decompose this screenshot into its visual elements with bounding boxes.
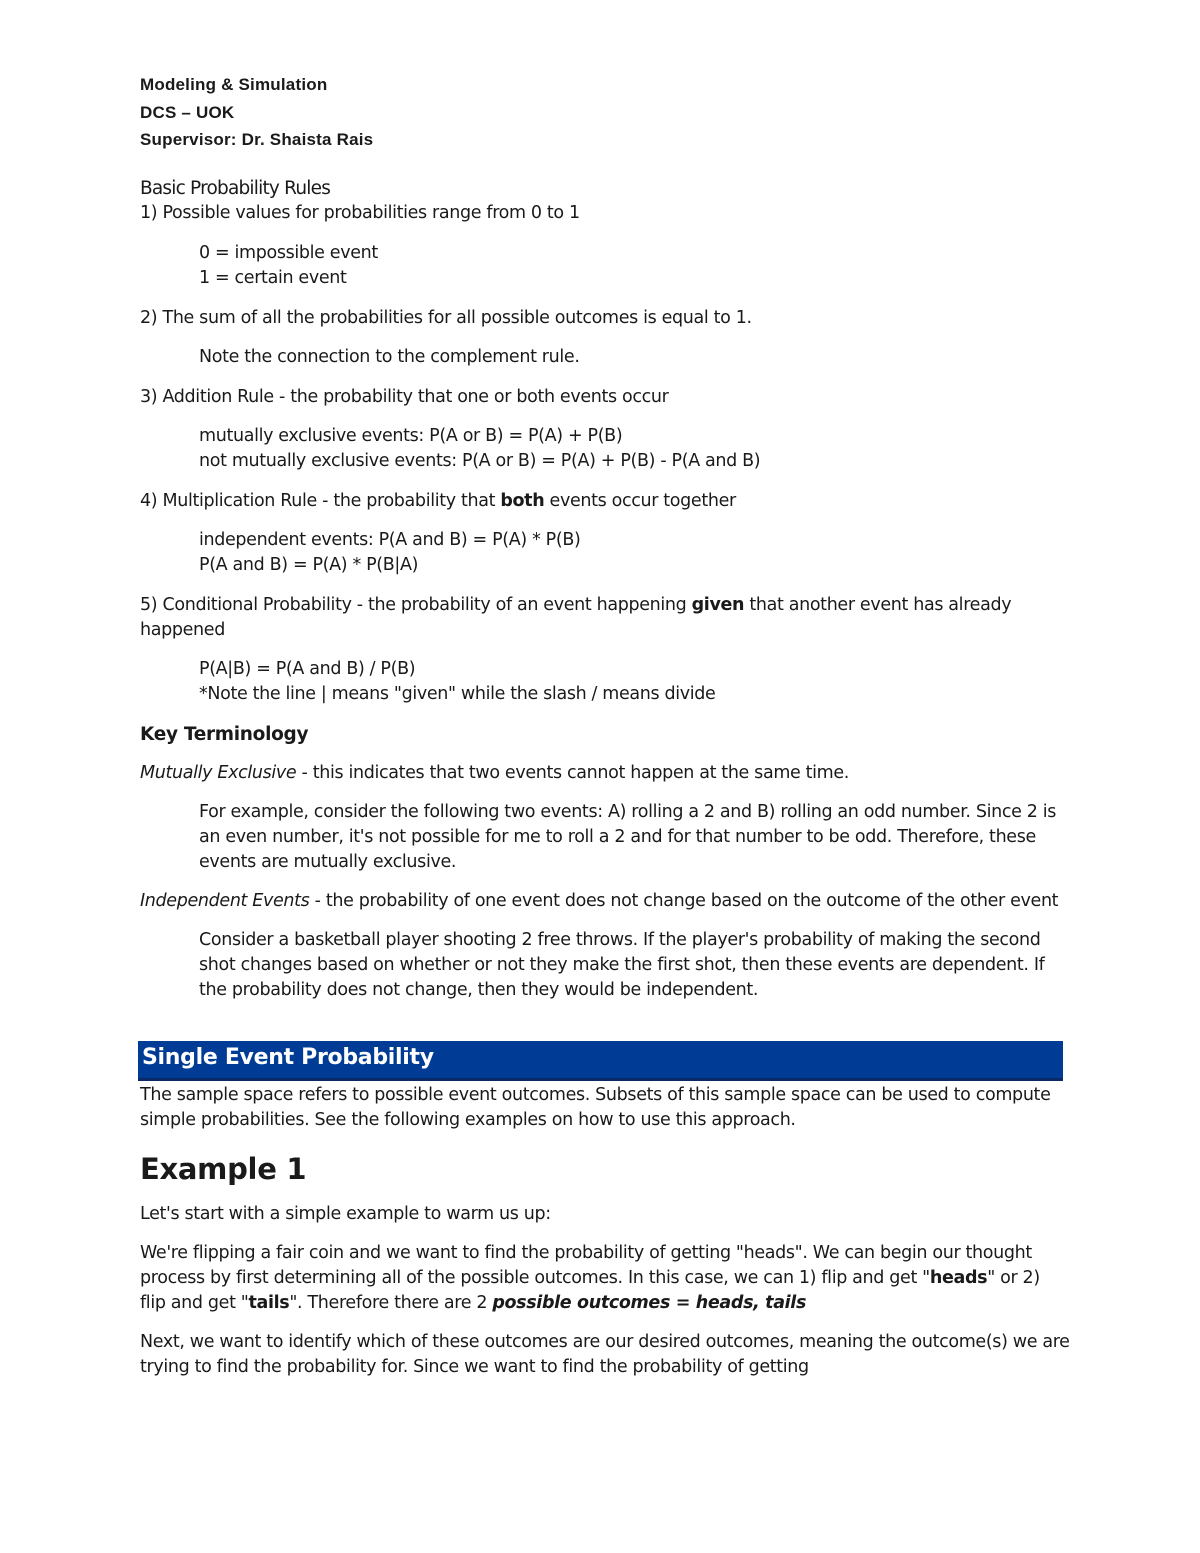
rule-5-emphasis: given [691,595,745,615]
single-event-intro: The sample space refers to possible event outcomes. Subsets of this sample space can be used to compute simple probabilities. See the following examples on how to use this approach. [140,1085,1051,1130]
basic-rules-section [140,176,1070,1003]
rule-1-certain: 1 = certain event [199,268,347,288]
rule-3: 3) Addition Rule - the probability that one or both events occur [140,387,669,407]
rule-5-formula: P(A|B) = P(A and B) / P(B) [199,659,416,679]
rule-2-note: Note the connection to the complement rule. [199,347,580,367]
example-1-text-b: " or 2) flip and get " [140,1268,1040,1313]
example-1-intro: Let's start with a simple example to warm us up: [140,1204,551,1224]
example-1-text-c: ". Therefore there are 2 [289,1293,493,1313]
term-mutually-exclusive-def: - this indicates that two events cannot happen at the same time. [296,763,850,783]
rule-5 [140,593,1070,643]
rule-4-text: 4) Multiplication Rule - the probability that [140,491,501,511]
rule-4-general: P(A and B) = P(A) * P(B|A) [199,555,419,575]
rule-4-text-end: events occur together [544,491,736,511]
term-independent-events [140,889,1070,914]
example-1-heads: heads [929,1268,988,1288]
single-event-section [140,1083,1070,1380]
term-mutually-exclusive-example: For example, consider the following two events: A) rolling a 2 and B) rolling an odd number. Since 2 is an even number, it's not possible for me to roll a 2 and for that number to be odd. Therefore, these events are mutually exclusive. [199,802,1057,872]
example-1-possible-outcomes: possible outcomes = heads, tails [492,1293,807,1313]
rule-4-independent: independent events: P(A and B) = P(A) * P(B) [199,530,581,550]
rule-4-emphasis: both [500,491,545,511]
department: DCS – UOK [140,103,235,122]
rule-4 [140,489,1070,514]
rule-1: 1) Possible values for probabilities range from 0 to 1 [140,203,580,223]
example-1-text-a: We're flipping a fair coin and we want to find the probability of getting "heads". We can begin our thought process by first determining all of the possible outcomes. In this case, we can 1) flip and get " [140,1243,1032,1288]
term-independent-events-name: Independent Events [140,891,310,911]
section-title-key-terminology: Key Terminology [140,724,309,745]
rule-5-text-end: that another event has already happened [140,595,1012,640]
rule-1-impossible: 0 = impossible event [199,243,378,263]
single-event-banner-title: Single Event Probability [142,1045,434,1070]
example-1-coin-paragraph [140,1241,1070,1316]
example-1-desired-outcomes: Next, we want to identify which of these outcomes are our desired outcomes, meaning the outcome(s) we are trying to find the probability for. Since we want to find the probability of getting [140,1332,1070,1377]
term-mutually-exclusive [140,761,1070,786]
example-1-tails: tails [248,1293,290,1313]
rule-3-not-mutually-exclusive: not mutually exclusive events: P(A or B) = P(A) + P(B) - P(A and B) [199,451,761,471]
example-1-title: Example 1 [140,1152,307,1186]
single-event-banner [138,1041,1063,1081]
rule-5-text: 5) Conditional Probability - the probability of an event happening [140,595,692,615]
term-mutually-exclusive-name: Mutually Exclusive [140,763,297,783]
term-independent-events-example: Consider a basketball player shooting 2 free throws. If the player's probability of making the second shot changes based on whether or not they make the first shot, then these events are dependent. If the probability does not change, then they would be independent. [199,930,1045,1000]
course-title: Modeling & Simulation [140,75,328,94]
rule-3-mutually-exclusive: mutually exclusive events: P(A or B) = P(A) + P(B) [199,426,623,446]
rule-2: 2) The sum of all the probabilities for all possible outcomes is equal to 1. [140,308,752,328]
supervisor: Supervisor: Dr. Shaista Rais [140,130,374,149]
term-independent-events-def: - the probability of one event does not change based on the outcome of the other event [309,891,1059,911]
section-title-basic-rules: Basic Probability Rules [140,178,331,199]
rule-5-note: *Note the line | means "given" while the slash / means divide [199,684,716,704]
